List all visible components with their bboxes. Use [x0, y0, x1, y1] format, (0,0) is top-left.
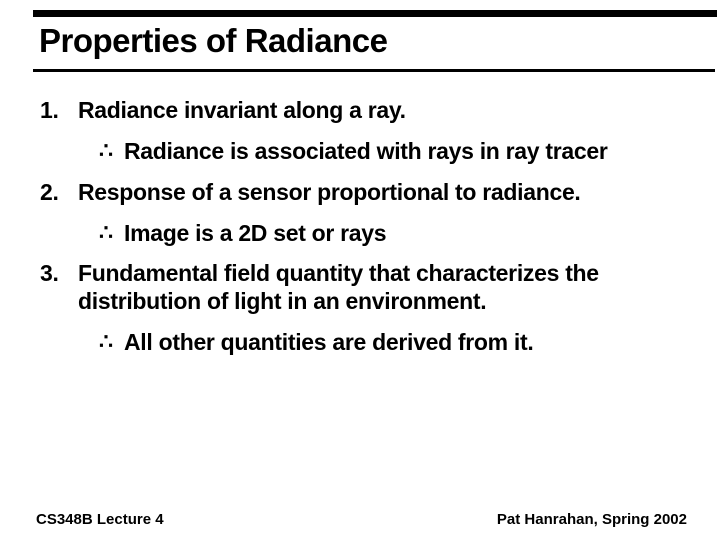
list-item-1-text: Radiance invariant along a ray. — [78, 97, 406, 123]
list-item-2-sub-text: Image is a 2D set or rays — [124, 220, 387, 246]
slide-title: Properties of Radiance — [39, 22, 388, 59]
footer-author-label: Pat Hanrahan, Spring 2002 — [496, 511, 687, 528]
list-item-2-number: 2. — [40, 179, 59, 205]
list-item-1-number: 1. — [40, 97, 59, 123]
list-item-3-sub-text: All other quantities are derived from it. — [124, 329, 534, 355]
list-item-3-number: 3. — [40, 260, 59, 286]
therefore-icon: ∴ — [99, 329, 113, 354]
list-item-2-text: Response of a sensor proportional to radiance. — [78, 179, 581, 205]
list-item-1-sub-text: Radiance is associated with rays in ray tracer — [124, 138, 608, 164]
therefore-icon: ∴ — [99, 138, 113, 163]
footer-course-label: CS348B Lecture 4 — [36, 511, 164, 528]
top-accent-bar — [33, 10, 717, 17]
list-item-3-text: Fundamental field quantity that characterizes the distribution of light in an environment. — [78, 260, 599, 314]
therefore-icon: ∴ — [99, 220, 113, 245]
title-rule — [33, 69, 715, 72]
